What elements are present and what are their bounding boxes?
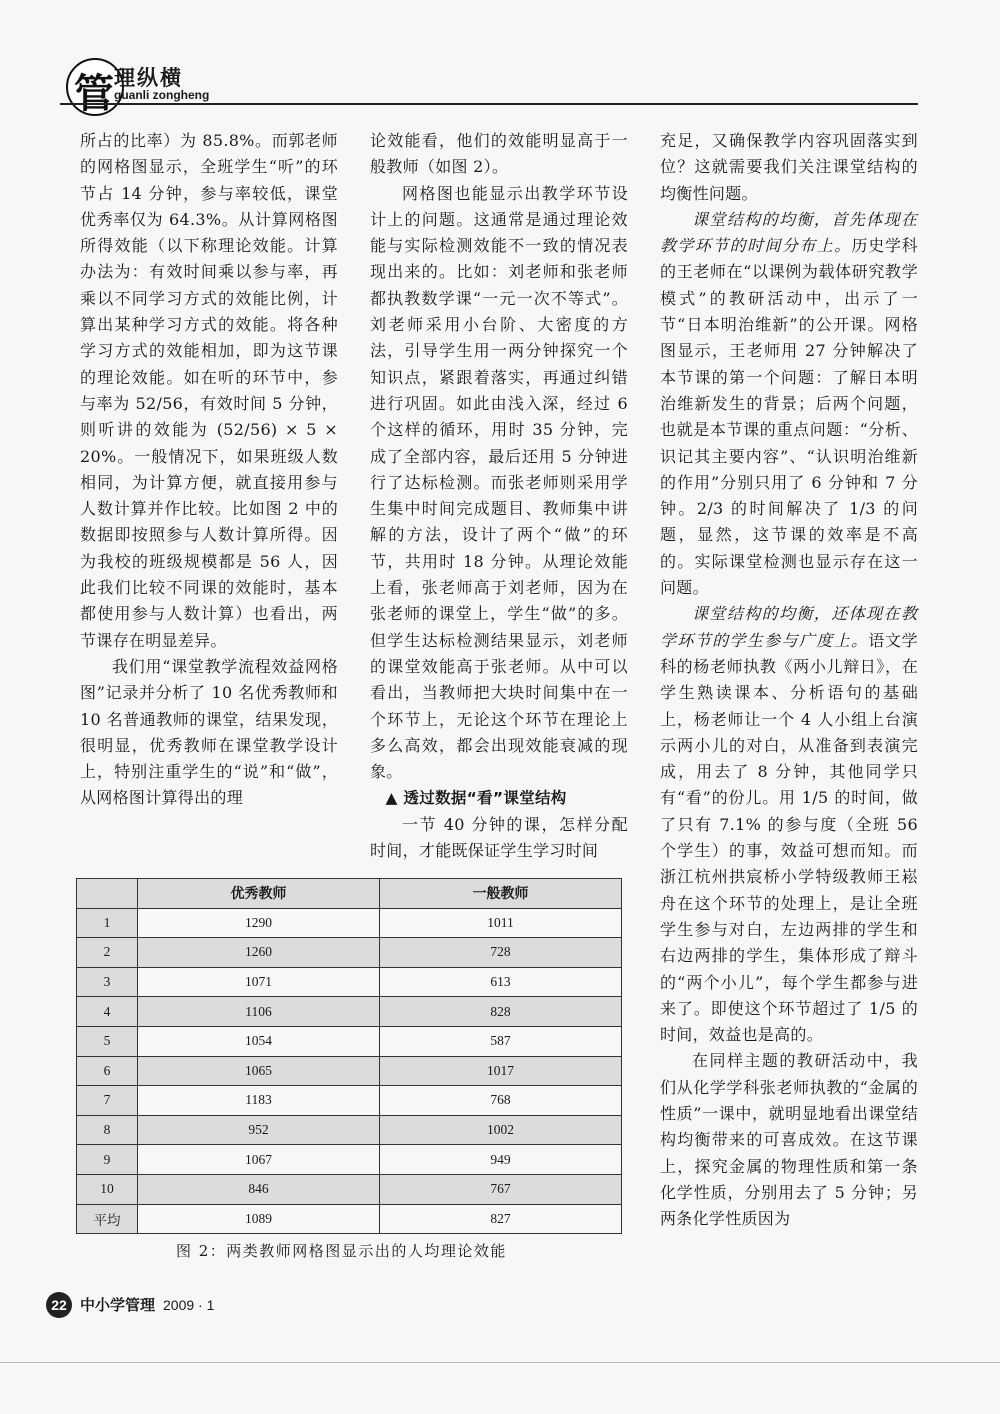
text-column-1 — [80, 128, 338, 812]
table-cell: 828 — [380, 997, 622, 1027]
table-cell: 1011 — [380, 908, 622, 938]
table-header-cell: 优秀教师 — [138, 879, 380, 909]
efficiency-table — [76, 878, 622, 1234]
row-label-cell: 7 — [77, 1086, 138, 1116]
table-cell: 1067 — [138, 1145, 380, 1175]
paragraph-body: 历史学科的王老师在“以课例为载体研究教学模式”的教研活动中，出示了一节“日本明治维新”的公开课。网格图显示，王老师用 27 分钟解决了本节课的第一个问题：了解日本明治维新发生的背景；后两个问题，也就是本节课的重点问题：“分析、识记其主要内容”、“认识明治维新的作用”分别只用了 6 分钟和 7 分钟。2/3 的时间解决了 1/3 的问题，显然，这节课的效率是不高的。实际课堂检测也显示存在这一问题。 — [660, 236, 918, 598]
table-cell: 1017 — [380, 1056, 622, 1086]
row-label-cell: 3 — [77, 967, 138, 997]
issue-number: 2009 · 1 — [163, 1297, 215, 1313]
table-cell: 1002 — [380, 1115, 622, 1145]
paragraph — [660, 207, 918, 601]
table-cell: 1071 — [138, 967, 380, 997]
table-cell: 1106 — [138, 997, 380, 1027]
table-cell: 846 — [138, 1174, 380, 1204]
emphasis-lead: 课堂结构的均衡，还体现在教学环节的学生参与广度上。 — [660, 604, 918, 650]
scan-edge-line — [0, 1362, 1000, 1363]
row-label-cell: 2 — [77, 938, 138, 968]
table-cell: 1054 — [138, 1026, 380, 1056]
paragraph: 我们用“课堂教学流程效益网格图”记录并分析了 10 名优秀教师和 10 名普通教师的课堂，结果发现，很明显，优秀教师在课堂教学设计上，特别注重学生的“说”和“做”，从网格图计算得出的理 — [80, 656, 338, 808]
row-label-cell: 1 — [77, 908, 138, 938]
table-row — [77, 1026, 622, 1056]
paragraph — [660, 601, 918, 1048]
paragraph: 网格图也能显示出教学环节设计上的问题。这通常是通过理论效能与实际检测效能不一致的情况表现出来的。比如：刘老师和张老师都执教数学课“一元一次不等式”。刘老师采用小台阶、大密度的方法，引导学生用一两分钟探究一个知识点，紧跟着落实，再通过纠错进行巩固。如此由浅入深，经过 6 个这样的循环，用时 35 分钟，完成了全部内容，最后还用 5 分钟进行了达标检测。而张老师则采用学生集中时间完成题目、教师集中讲解的方法，设计了两个“做”的环节，共用时 18 分钟。从理论效能上看，张老师高于刘老师，因为在张老师的课堂上，学生“做”的多。但学生达标检测结果显示，刘老师的课堂效能高于张老师。从中可以看出，当教师把大块时间集中在一个环节上，无论这个环节在理论上多么高效，都会出现效能衰减的现象。 — [370, 183, 628, 782]
table-row — [77, 1145, 622, 1175]
column-pinyin: guanli zongheng — [114, 88, 210, 102]
table-row — [77, 908, 622, 938]
row-label-cell: 平均 — [77, 1204, 138, 1234]
table-cell: 952 — [138, 1115, 380, 1145]
table-row — [77, 1204, 622, 1234]
table-cell: 1065 — [138, 1056, 380, 1086]
table-cell: 613 — [380, 967, 622, 997]
section-heading: ▲ 透过数据“看”课堂结构 — [385, 789, 567, 808]
row-label-cell: 8 — [77, 1115, 138, 1145]
paragraph: 充足，又确保教学内容巩固落实到位？这就需要我们关注课堂结构的均衡性问题。 — [660, 131, 918, 203]
table-cell: 949 — [380, 1145, 622, 1175]
table-row — [77, 1115, 622, 1145]
paragraph: 所占的比率）为 85.8%。而郭老师的网格图显示，全班学生“听”的环节占 14 分钟，参与率较低，课堂优秀率仅为 64.3%。从计算网格图所得效能（以下称理论效能。计算办法为：有效时间乘以参与率，再乘以不同学习方式的效能比例，计算出某种学习方式的效能。将各种学习方式的效能相加，即为这节课的理论效能。如在听的环节中，参与率为 52/56，有效时间 5 分钟，则听讲的效能为 (52/56) × 5 × 20%。一般情况下，如果班级人数相同，为计算方便，就直接用参与人数计算并作比较。比如图 2 中的数据即按照参与人数计算所得。因为我校的班级规模都是 56 人，因此我们比较不同课的效能时，基本都使用参与人数计算）也看出，两节课存在明显差异。 — [80, 131, 338, 650]
data-table — [76, 878, 622, 1234]
journal-title: 中小学管理 — [80, 1296, 156, 1314]
table-row — [77, 1056, 622, 1086]
table-cell: 1260 — [138, 938, 380, 968]
table-row — [77, 1086, 622, 1116]
figure-caption: 图 2：两类教师网格图显示出的人均理论效能 — [176, 1242, 507, 1260]
table-cell: 1089 — [138, 1204, 380, 1234]
column-title: 理纵横 — [114, 66, 183, 90]
table-header-cell — [77, 879, 138, 909]
table-row — [77, 997, 622, 1027]
row-label-cell: 9 — [77, 1145, 138, 1175]
table-cell: 587 — [380, 1026, 622, 1056]
row-label-cell: 6 — [77, 1056, 138, 1086]
row-label-cell: 5 — [77, 1026, 138, 1056]
table-cell: 767 — [380, 1174, 622, 1204]
paragraph-body: 语文学科的杨老师执教《两小儿辩日》，在学生熟读课本、分析语句的基础上，杨老师让一个 4 人小组上台演示两小儿的对白，从准备到表演完成，用去了 8 分钟，其他同学只有“看”的份儿。用 1/5 的时间，做了只有 7.1% 的参与度（全班 56 个学生）的事，效益可想而知。而浙江杭州拱宸桥小学特级教师王崧舟在这个环节的处理上，是让全班学生参与对白，左边两排的学生和右边两排的学生，集体形成了辩斗的“两个小儿”，每个学生都参与进来了。即使这个环节超过了 1/5 的时间，效益也是高的。 — [660, 630, 918, 1045]
paragraph: 论效能看，他们的效能明显高于一般教师（如图 2）。 — [370, 131, 628, 177]
journal-name — [80, 1294, 214, 1315]
header-rule — [60, 103, 918, 105]
page-number: 22 — [46, 1292, 72, 1318]
table-header-row — [77, 879, 622, 909]
table-cell: 728 — [380, 938, 622, 968]
text-column-3 — [660, 128, 918, 1232]
table-row — [77, 938, 622, 968]
table-cell: 1290 — [138, 908, 380, 938]
table-header-cell: 一般教师 — [380, 879, 622, 909]
text-column-2 — [370, 128, 628, 864]
row-label-cell: 10 — [77, 1174, 138, 1204]
table-row — [77, 967, 622, 997]
table-cell: 768 — [380, 1086, 622, 1116]
table-cell: 1183 — [138, 1086, 380, 1116]
emphasis-lead: 课堂结构的均衡，首先体现在教学环节的时间分布上。 — [660, 209, 918, 256]
paragraph: 在同样主题的教研活动中，我们从化学学科张老师执教的“金属的性质”一课中，就明显地看出课堂结构均衡带来的可喜成效。在这节课上，探究金属的物理性质和第一条化学性质，分别用去了 5 分钟；另两条化学性质因为 — [660, 1051, 918, 1229]
paragraph: 一节 40 分钟的课，怎样分配时间，才能既保证学生学习时间 — [370, 814, 628, 861]
table-cell: 827 — [380, 1204, 622, 1234]
table-row — [77, 1174, 622, 1204]
row-label-cell: 4 — [77, 997, 138, 1027]
logo-char: 管 — [74, 71, 114, 117]
